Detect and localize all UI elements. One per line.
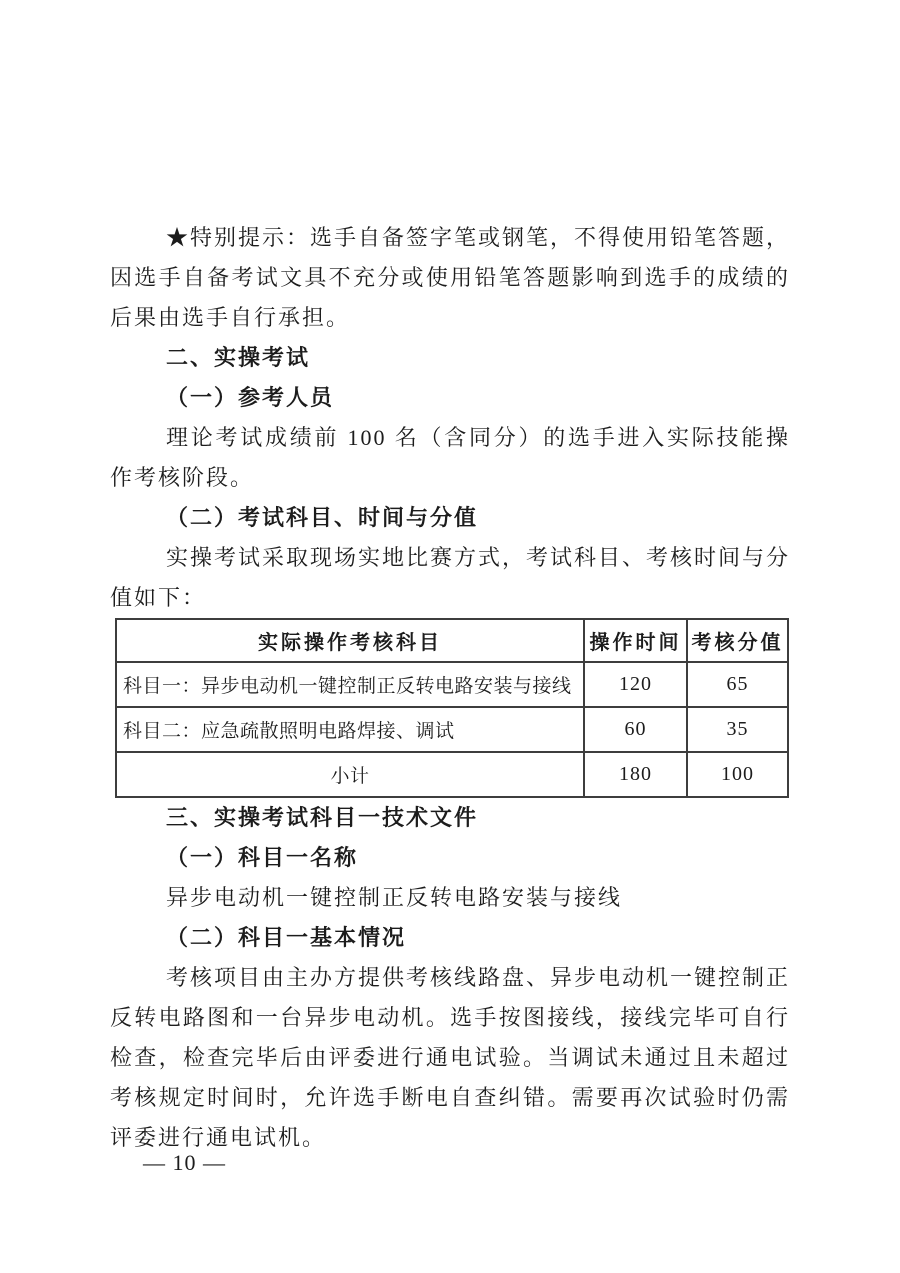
score-cell: 65 bbox=[687, 662, 788, 707]
section-3-heading: 三、实操考试科目一技术文件 bbox=[166, 805, 479, 830]
section-2-2-heading: （二）考试科目、时间与分值 bbox=[166, 505, 479, 530]
subtotal-score-cell: 100 bbox=[687, 752, 788, 797]
table-header-row bbox=[116, 619, 788, 662]
table-header-score: 考核分值 bbox=[687, 619, 788, 662]
subtotal-time-cell: 180 bbox=[584, 752, 687, 797]
table-row-subject-1 bbox=[116, 662, 788, 707]
table-row-subtotal bbox=[116, 752, 788, 797]
table-header-time: 操作时间 bbox=[584, 619, 687, 662]
subject-cell: 科目二：应急疏散照明电路焊接、调试 bbox=[116, 707, 584, 752]
subject-cell: 科目一：异步电动机一键控制正反转电路安装与接线 bbox=[116, 662, 584, 707]
section-2-1-body: 理论考试成绩前 100 名（含同分）的选手进入实际技能操作考核阶段。 bbox=[110, 425, 790, 490]
table-header-subject: 实际操作考核科目 bbox=[116, 619, 584, 662]
table-row-subject-2 bbox=[116, 707, 788, 752]
time-cell: 60 bbox=[584, 707, 687, 752]
section-2-2-body: 实操考试采取现场实地比赛方式，考试科目、考核时间与分值如下： bbox=[110, 545, 791, 610]
subtotal-label-cell: 小计 bbox=[116, 752, 584, 797]
section-3-1-heading: （一）科目一名称 bbox=[166, 845, 359, 870]
time-cell: 120 bbox=[584, 662, 687, 707]
section-3-2-body: 考核项目由主办方提供考核线路盘、异步电动机一键控制正反转电路图和一台异步电动机。选手按图接线，接线完毕可自行检查，检查完毕后由评委进行通电试验。当调试未通过且未超过考核规定时间时，允许选手断电自查纠错。需要再次试验时仍需评委进行通电试机。 bbox=[110, 965, 791, 1150]
page-number: — 10 — bbox=[143, 1150, 226, 1175]
section-3-2-heading: （二）科目一基本情况 bbox=[166, 925, 407, 950]
notice-paragraph: ★特别提示：选手自备签字笔或钢笔，不得使用铅笔答题，因选手自备考试文具不充分或使用铅笔答题影响到选手的成绩的后果由选手自行承担。 bbox=[110, 225, 791, 330]
section-3-1-body: 异步电动机一键控制正反转电路安装与接线 bbox=[166, 885, 623, 910]
section-2-heading: 二、实操考试 bbox=[166, 345, 311, 370]
score-cell: 35 bbox=[687, 707, 788, 752]
section-2-1-heading: （一）参考人员 bbox=[166, 385, 335, 410]
exam-score-table bbox=[115, 618, 789, 798]
